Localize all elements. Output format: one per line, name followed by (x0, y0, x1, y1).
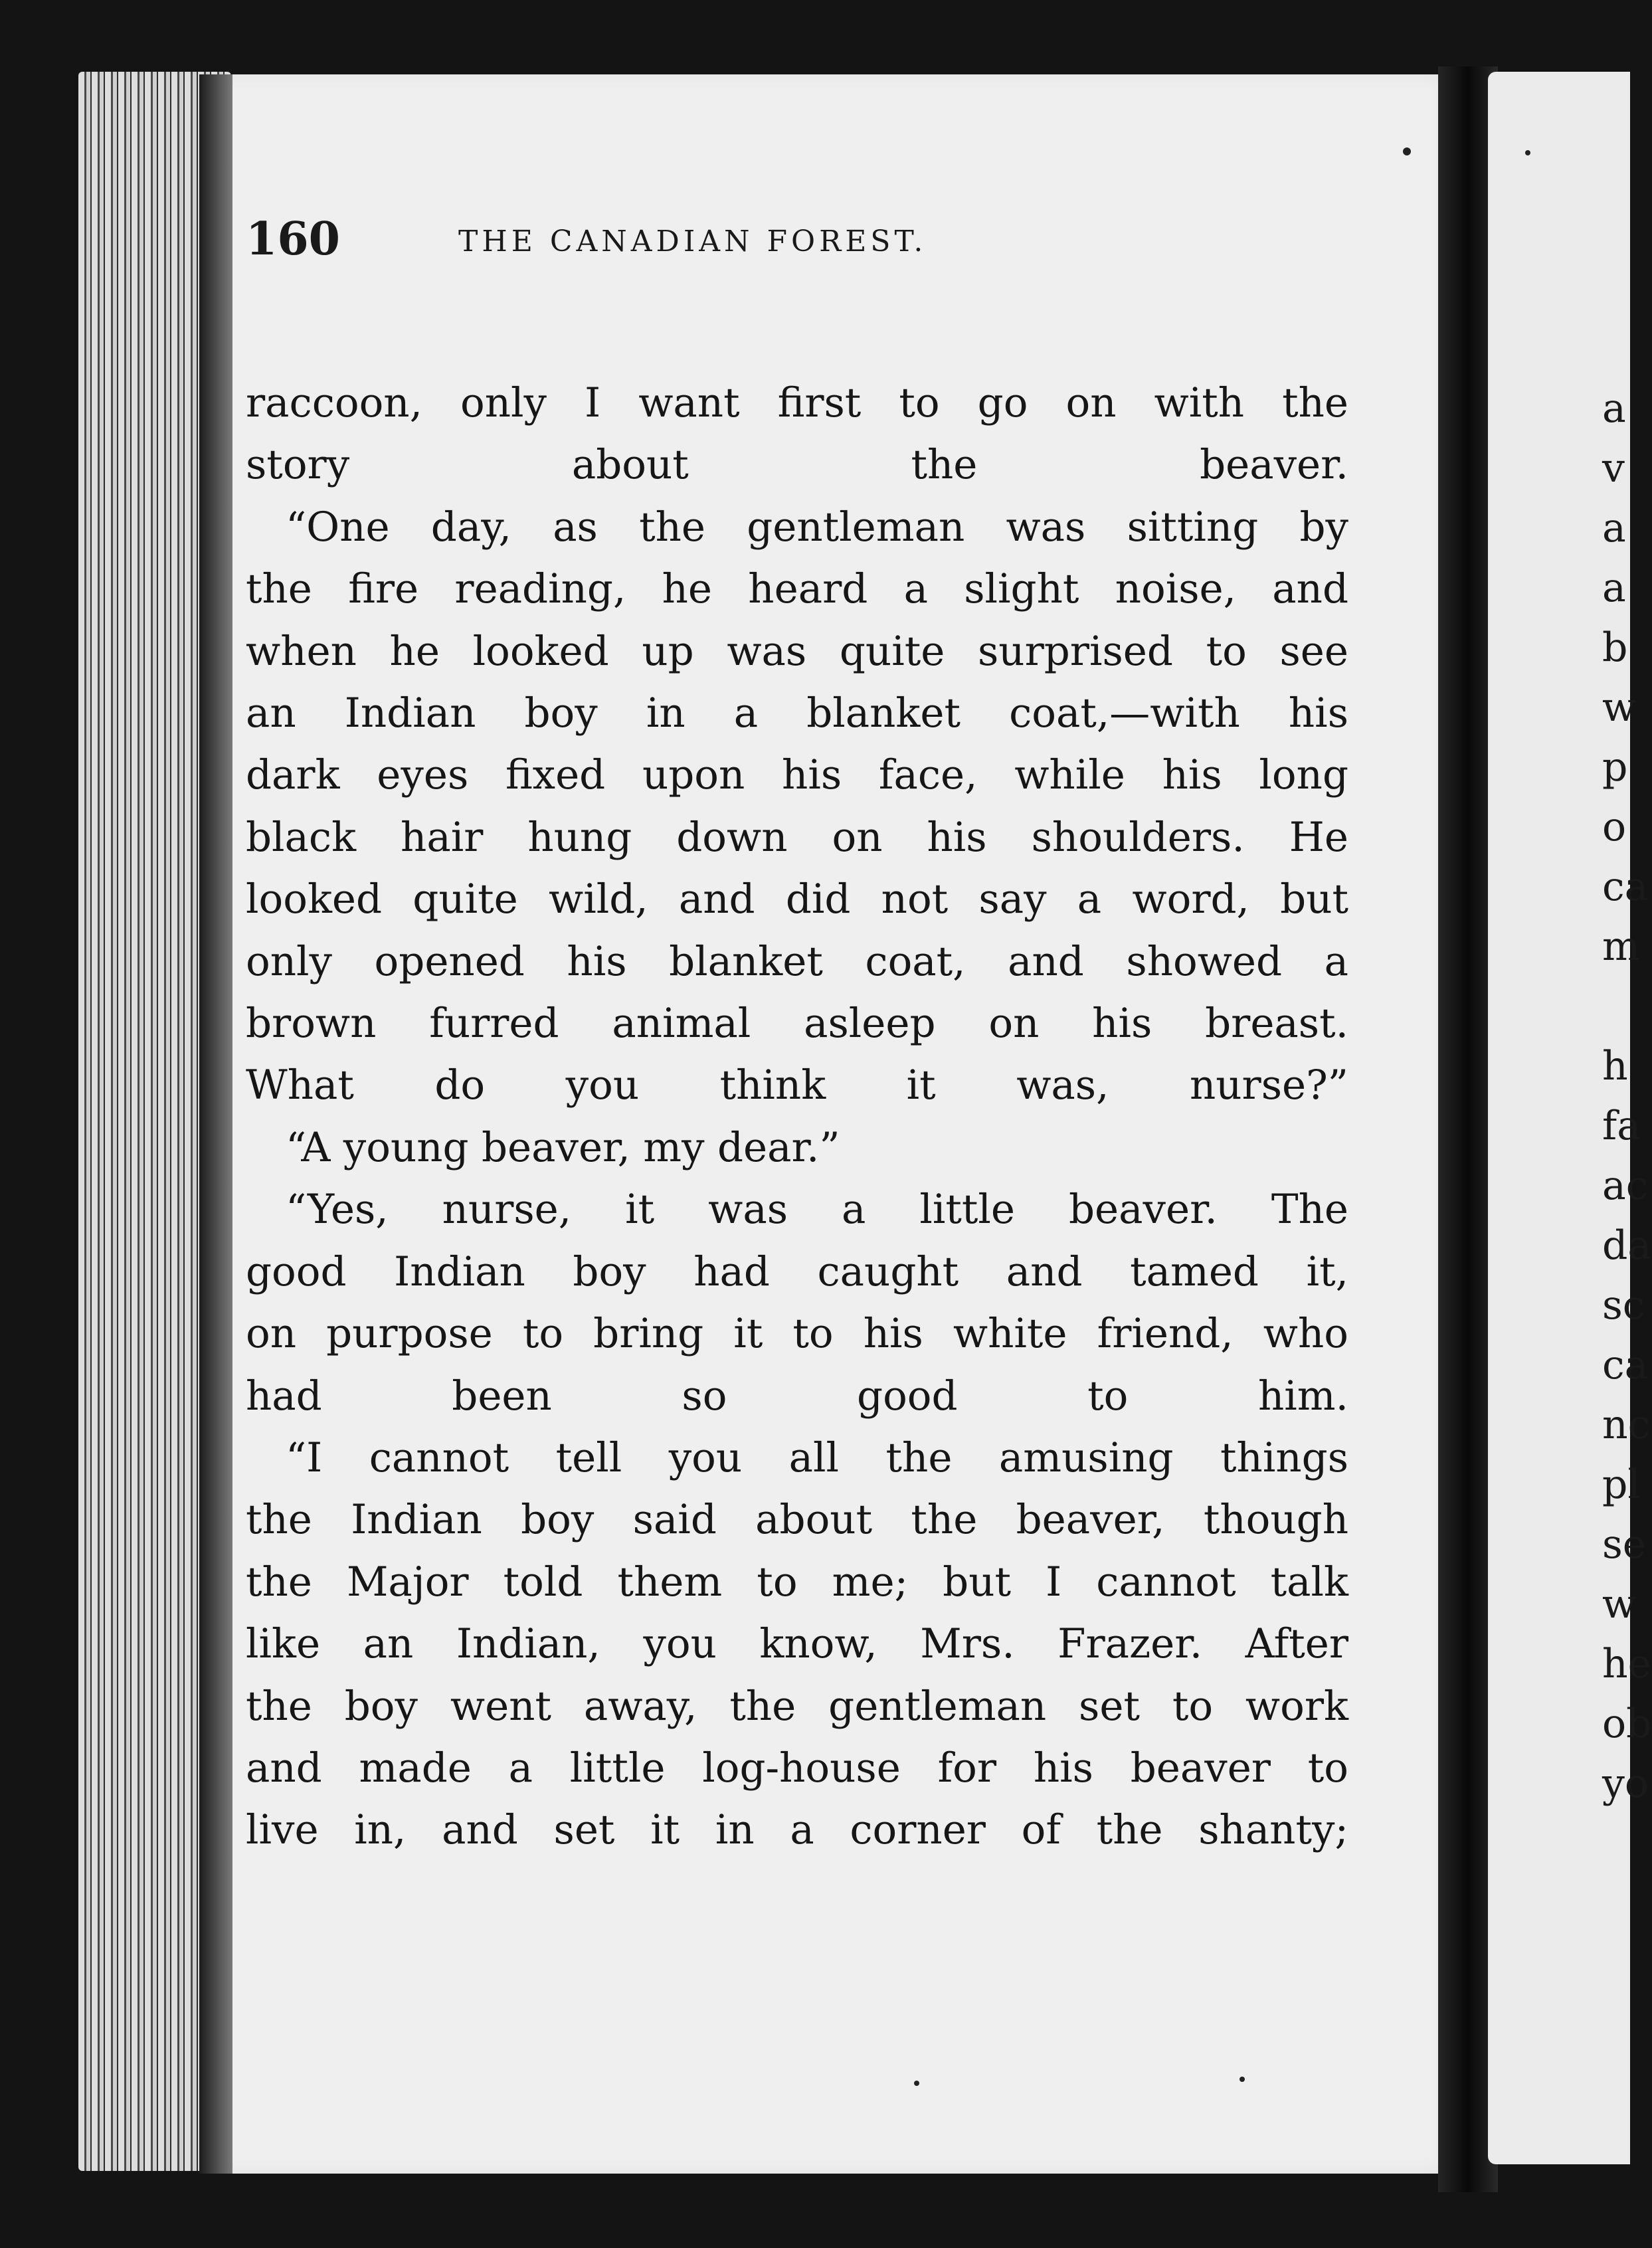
text-line: the Major told them to me; but I cannot talk (246, 1558, 1348, 1606)
text-line: looked quite wild, and did not say a word, but (246, 876, 1348, 923)
text-line: had been so good to him. (246, 1372, 1348, 1420)
facing-fragment: p (1602, 744, 1628, 791)
page-edge-shadow (199, 74, 232, 2174)
running-head (246, 213, 1229, 279)
text-line: What do you think it was, nurse?” (246, 1062, 1348, 1109)
facing-fragment: nc (1602, 1402, 1651, 1448)
text-line: story about the beaver. (246, 441, 1348, 489)
text-line: and made a little log-house for his beaver to (246, 1744, 1348, 1792)
ink-speck (1403, 147, 1411, 155)
facing-fragment: ca (1602, 1342, 1649, 1388)
text-line: “I cannot tell you all the amusing things (286, 1434, 1348, 1481)
text-line: “Yes, nurse, it was a little beaver. The (286, 1186, 1348, 1234)
facing-fragment: pl (1602, 1461, 1641, 1508)
text-line: only opened his blanket coat, and showed a (246, 937, 1348, 985)
text-line: “A young beaver, my dear.” (286, 1123, 840, 1171)
paragraph (246, 1427, 1348, 1861)
text-line: the fire reading, he heard a slight noise, and (246, 565, 1348, 613)
facing-fragment: w (1602, 684, 1637, 731)
text-line: raccoon, only I want first to go on with the (246, 379, 1348, 426)
facing-fragment: fa (1602, 1103, 1641, 1149)
facing-fragment: o (1602, 804, 1627, 850)
facing-fragment: ca (1602, 864, 1649, 910)
paragraph (246, 1178, 1348, 1427)
ink-speck (1239, 2077, 1245, 2082)
text-line: like an Indian, you know, Mrs. Frazer. After (246, 1620, 1348, 1668)
running-title: THE CANADIAN FOREST. (458, 225, 927, 258)
ink-speck (1525, 150, 1530, 155)
text-line: the Indian boy said about the beaver, though (246, 1496, 1348, 1544)
facing-fragment: a (1602, 505, 1626, 551)
facing-fragment: a (1602, 385, 1626, 432)
facing-fragment: ac (1602, 1163, 1649, 1209)
text-line: live in, and set it in a corner of the shanty; (246, 1806, 1348, 1854)
facing-fragment: se (1602, 1521, 1647, 1568)
facing-fragment: b (1602, 624, 1628, 671)
facing-fragment: a (1602, 565, 1626, 611)
text-line: when he looked up was quite surprised to see (246, 627, 1348, 675)
facing-fragment: m (1602, 923, 1640, 970)
facing-fragment: h (1602, 1043, 1628, 1089)
paragraph (246, 496, 1348, 1117)
paragraph (246, 372, 1348, 496)
facing-fragment: v (1602, 445, 1625, 492)
facing-fragment: yo (1602, 1760, 1649, 1807)
facing-fragment: he (1602, 1641, 1652, 1687)
facing-fragment: ob (1602, 1701, 1652, 1747)
text-line: dark eyes fixed upon his face, while his long (246, 751, 1348, 799)
facing-page-text (1602, 379, 1652, 1814)
page-number: 160 (246, 213, 340, 266)
text-line: good Indian boy had caught and tamed it, (246, 1248, 1348, 1295)
text-line: an Indian boy in a blanket coat,—with his (246, 690, 1348, 737)
text-line: on purpose to bring it to his white friend, who (246, 1310, 1348, 1358)
facing-fragment: da (1602, 1222, 1652, 1269)
facing-fragment (1602, 977, 1635, 1036)
text-line: brown furred animal asleep on his breast. (246, 1000, 1348, 1048)
ink-speck (914, 2081, 919, 2086)
facing-fragment: sc (1602, 1282, 1645, 1329)
text-line: the boy went away, the gentleman set to work (246, 1682, 1348, 1730)
text-line: “One day, as the gentleman was sitting by (286, 503, 1348, 551)
text-line: black hair hung down on his shoulders. He (246, 813, 1348, 861)
facing-fragment: w (1602, 1581, 1637, 1628)
body-text (246, 372, 1348, 1861)
paragraph (246, 1117, 1348, 1178)
